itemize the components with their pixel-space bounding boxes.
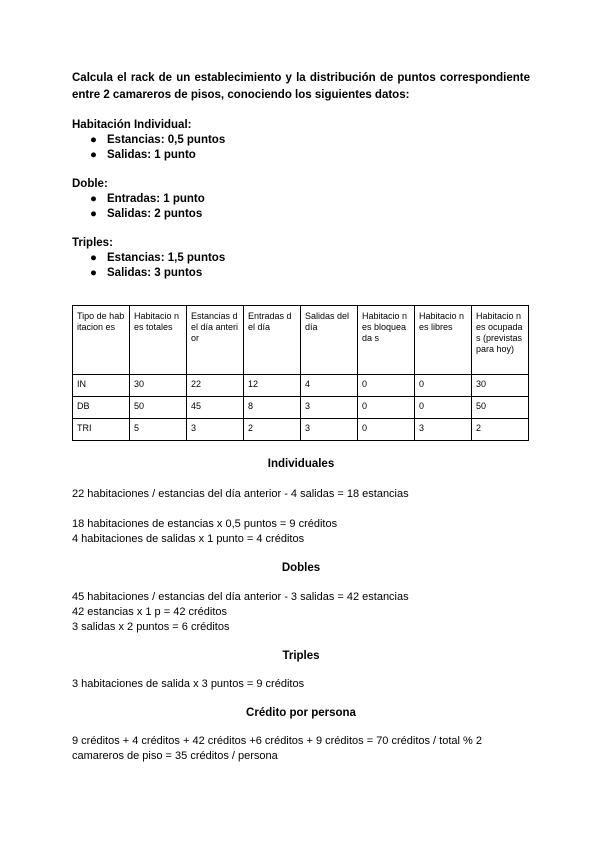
bullet-icon: ● [90, 267, 97, 279]
calc-line: 9 créditos + 4 créditos + 42 créditos +6 créditos + 9 créditos = 70 créditos / total % 2 camareros de piso = 35 créditos / persona [72, 735, 482, 762]
section-title-triples: Triples: [72, 237, 113, 249]
bullet-icon: ● [90, 134, 97, 146]
calc-line: 3 habitaciones de salida x 3 puntos = 9 créditos [72, 678, 305, 690]
column-header: Salidas del día [301, 306, 358, 375]
bullet-icon: ● [90, 149, 97, 161]
column-header: Habitacio nes libres [415, 306, 472, 375]
table-cell: 2 [472, 419, 529, 441]
heading-dobles: Dobles [281, 562, 321, 574]
table-cell: 45 [187, 397, 244, 419]
column-header: Entradas del día [244, 306, 301, 375]
list-item: ● Estancias: 1,5 puntos [90, 252, 226, 264]
table-cell: 5 [130, 419, 187, 441]
calc-line: 42 estancias x 1 p = 42 créditos [72, 606, 228, 618]
exercise-statement: Calcula el rack de un establecimiento y la distribución de puntos correspondiente entre 2 camareros de pisos, conociendo los siguientes datos: [72, 72, 530, 101]
table-row [73, 419, 529, 441]
list-item: ● Estancias: 0,5 puntos [90, 134, 226, 146]
table-cell: 8 [244, 397, 301, 419]
table-row [73, 397, 529, 419]
table-cell: 30 [472, 375, 529, 397]
table-row [73, 375, 529, 397]
calc-line: 22 habitaciones / estancias del día anterior - 4 salidas = 18 estancias [72, 488, 409, 500]
table-cell: 50 [130, 397, 187, 419]
heading-triples: Triples [282, 650, 320, 662]
calc-line: 3 salidas x 2 puntos = 6 créditos [72, 621, 230, 633]
table-cell: 4 [301, 375, 358, 397]
calc-line: 4 habitaciones de salidas x 1 punto = 4 créditos [72, 533, 305, 545]
calc-line: 45 habitaciones / estancias del día anterior - 3 salidas = 42 estancias [72, 591, 409, 603]
calc-line: 18 habitaciones de estancias x 0,5 puntos = 9 créditos [72, 518, 338, 530]
document-page [72, 70, 530, 764]
table-cell: TRI [73, 419, 130, 441]
table-cell: 0 [358, 419, 415, 441]
table-cell: 0 [358, 375, 415, 397]
table-cell: 22 [187, 375, 244, 397]
bullet-list-doble [72, 192, 530, 222]
table-cell: 12 [244, 375, 301, 397]
bullet-icon: ● [90, 193, 97, 205]
table-cell: 2 [244, 419, 301, 441]
table-cell: IN [73, 375, 130, 397]
bullet-icon: ● [90, 252, 97, 264]
table-cell: DB [73, 397, 130, 419]
column-header: Habitacio nes totales [130, 306, 187, 375]
table-cell: 30 [130, 375, 187, 397]
table-cell: 3 [301, 397, 358, 419]
list-item: ● Salidas: 2 puntos [90, 208, 203, 220]
section-title-individual: Habitación Individual: [72, 119, 192, 131]
bullet-list-individual [72, 133, 530, 163]
bullet-list-triples [72, 251, 530, 281]
column-header: Estancias del día anterior [187, 306, 244, 375]
heading-individuales: Individuales [267, 458, 335, 470]
list-item: ● Salidas: 1 punto [90, 149, 196, 161]
table-cell: 0 [415, 375, 472, 397]
column-header: Tipo de habitacion es [73, 306, 130, 375]
table-header-row [73, 306, 529, 375]
rack-table [72, 305, 529, 441]
table-cell: 3 [301, 419, 358, 441]
list-item: ● Salidas: 3 puntos [90, 267, 203, 279]
heading-credito-por-persona: Crédito por persona [246, 707, 356, 719]
table-cell: 3 [415, 419, 472, 441]
list-item: ● Entradas: 1 punto [90, 193, 205, 205]
table-cell: 3 [187, 419, 244, 441]
table-cell: 0 [415, 397, 472, 419]
column-header: Habitacio nes bloqueada s [358, 306, 415, 375]
table-cell: 50 [472, 397, 529, 419]
table-cell: 0 [358, 397, 415, 419]
bullet-icon: ● [90, 208, 97, 220]
section-title-doble: Doble: [72, 178, 108, 190]
column-header: Habitacio nes ocupadas (previstas para hoy) [472, 306, 529, 375]
